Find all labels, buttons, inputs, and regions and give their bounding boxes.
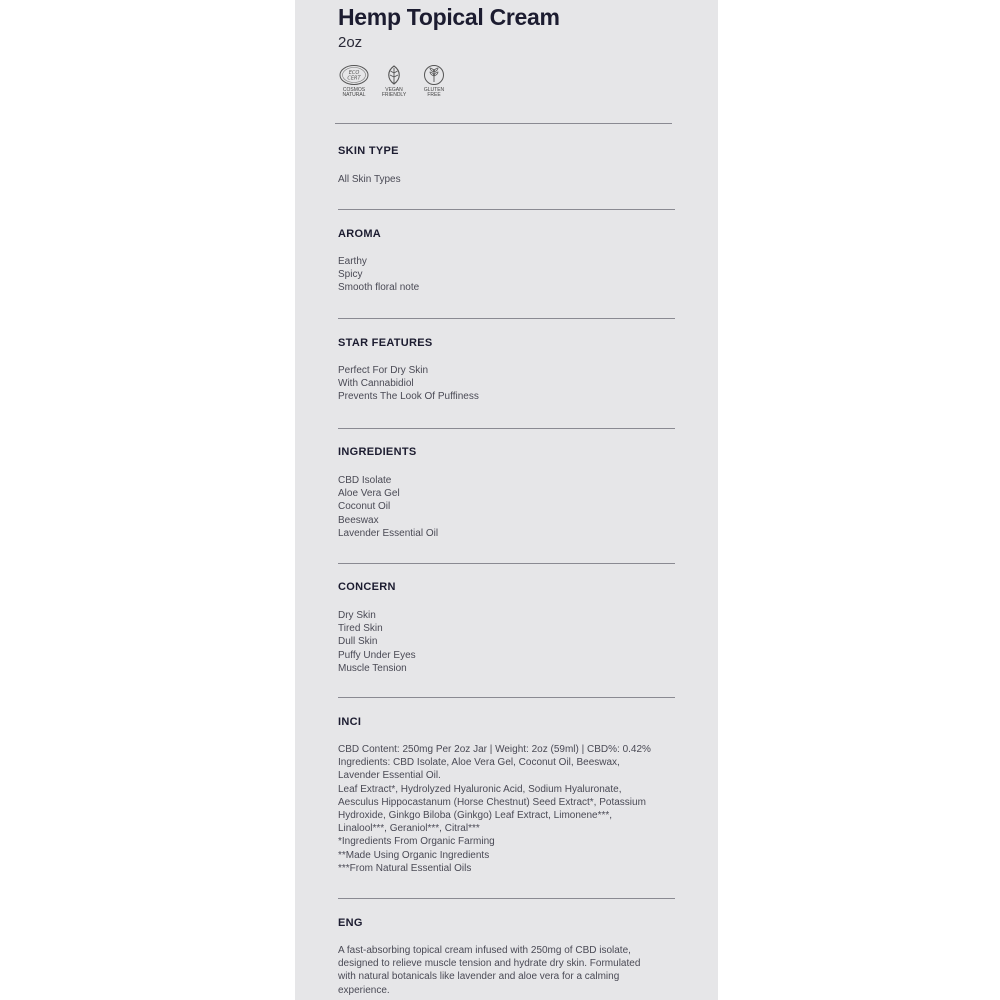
text-line: Linalool***, Geraniol***, Citral*** bbox=[338, 823, 480, 835]
text-line: Ingredients: CBD Isolate, Aloe Vera Gel, Coconut Oil, Beeswax, bbox=[338, 757, 620, 769]
list-item: Smooth floral note bbox=[338, 282, 420, 294]
divider bbox=[338, 697, 675, 698]
list-item: Dry Skin bbox=[338, 610, 376, 621]
list-item: Dull Skin bbox=[338, 636, 378, 648]
ingredients-list bbox=[338, 474, 675, 540]
eng-description bbox=[338, 944, 678, 997]
divider bbox=[335, 123, 672, 124]
list-item: Coconut Oil bbox=[338, 501, 391, 513]
list-item: Tired Skin bbox=[338, 623, 383, 635]
text-line: **Made Using Organic Ingredients bbox=[338, 849, 490, 861]
skin-type-list bbox=[338, 173, 675, 186]
product-title: Hemp Topical Cream bbox=[338, 4, 560, 30]
badge-label: GLUTEN FREE bbox=[423, 87, 445, 98]
badge-cosmos-natural bbox=[338, 64, 370, 98]
list-item: All Skin Types bbox=[338, 174, 401, 185]
list-item: CBD Isolate bbox=[338, 475, 392, 486]
section-heading-star-features: STAR FEATURES bbox=[338, 337, 433, 349]
certification-badges bbox=[338, 64, 450, 98]
product-size: 2oz bbox=[338, 34, 363, 51]
list-item: Perfect For Dry Skin bbox=[338, 365, 429, 376]
divider bbox=[338, 318, 675, 319]
list-item: Lavender Essential Oil bbox=[338, 527, 439, 539]
text-line: Lavender Essential Oil. bbox=[338, 770, 441, 782]
star-features-list bbox=[338, 364, 675, 404]
wheat-icon bbox=[423, 64, 445, 86]
inci-text bbox=[338, 743, 678, 875]
list-item: Earthy bbox=[338, 256, 367, 267]
eco-cert-icon bbox=[338, 64, 370, 86]
text-line: with natural botanicals like lavender and aloe vera for a calming bbox=[338, 971, 620, 983]
text-line: ***From Natural Essential Oils bbox=[338, 862, 472, 874]
section-heading-skin-type: SKIN TYPE bbox=[338, 145, 399, 157]
section-heading-concern: CONCERN bbox=[338, 581, 396, 593]
eco-cert-mark: CERT bbox=[347, 75, 361, 82]
list-item: Aloe Vera Gel bbox=[338, 488, 400, 500]
text-line: Hydroxide, Ginkgo Biloba (Ginkgo) Leaf Extract, Limonene***, bbox=[338, 810, 613, 822]
list-item: With Cannabidiol bbox=[338, 378, 414, 390]
badge-label: COSMOS NATURAL bbox=[342, 87, 366, 98]
list-item: Beeswax bbox=[338, 514, 379, 526]
divider bbox=[338, 898, 675, 899]
text-line: CBD Content: 250mg Per 2oz Jar | Weight: 2oz (59ml) | CBD%: 0.42% bbox=[338, 744, 651, 755]
divider bbox=[338, 563, 675, 564]
list-item: Prevents The Look Of Puffiness bbox=[338, 391, 479, 403]
text-line: Aesculus Hippocastanum (Horse Chestnut) Seed Extract*, Potassium bbox=[338, 796, 646, 808]
text-line: experience. bbox=[338, 984, 390, 996]
section-heading-inci: INCI bbox=[338, 716, 362, 728]
section-heading-eng: ENG bbox=[338, 917, 363, 929]
aroma-list bbox=[338, 255, 675, 295]
badge-label: VEGAN FRIENDLY bbox=[381, 87, 407, 98]
divider bbox=[338, 209, 675, 210]
section-heading-aroma: AROMA bbox=[338, 228, 382, 240]
leaf-icon bbox=[383, 64, 405, 86]
list-item: Puffy Under Eyes bbox=[338, 649, 416, 661]
divider bbox=[338, 428, 675, 429]
badge-vegan-friendly bbox=[378, 64, 410, 98]
text-line: designed to relieve muscle tension and hydrate dry skin. Formulated bbox=[338, 958, 641, 970]
section-heading-ingredients: INGREDIENTS bbox=[338, 446, 417, 458]
list-item: Spicy bbox=[338, 269, 363, 281]
text-line: Leaf Extract*, Hydrolyzed Hyaluronic Acid, Sodium Hyaluronate, bbox=[338, 783, 622, 795]
text-line: A fast-absorbing topical cream infused with 250mg of CBD isolate, bbox=[338, 945, 631, 956]
eco-cert-mark: ECO bbox=[348, 70, 360, 76]
list-item: Muscle Tension bbox=[338, 662, 407, 674]
concern-list bbox=[338, 609, 675, 675]
badge-gluten-free bbox=[418, 64, 450, 98]
text-line: *Ingredients From Organic Farming bbox=[338, 836, 495, 848]
product-details-panel bbox=[295, 0, 718, 1000]
